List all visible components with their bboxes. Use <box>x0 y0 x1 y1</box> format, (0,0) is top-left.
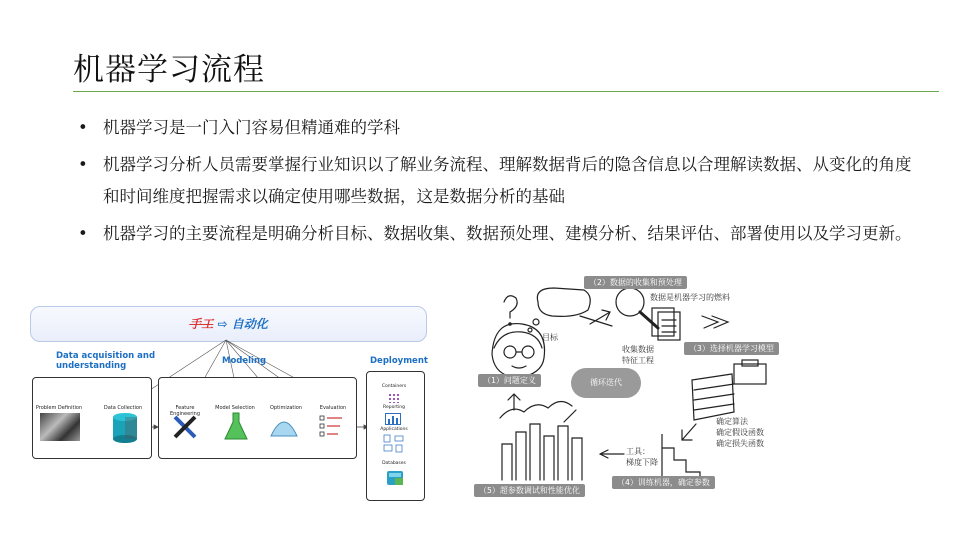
deploy-reporting: Reporting <box>383 405 405 410</box>
note-data-fuel: 数据是机器学习的燃料 <box>650 293 730 302</box>
bullet-item <box>78 112 918 144</box>
page-title: 机器学习流程 <box>73 52 265 88</box>
banner-auto: 自动化 <box>231 317 268 331</box>
title-rule <box>73 91 939 92</box>
step5-tag: （5）超参数调试和性能优化 <box>474 484 585 497</box>
bullet-text: 机器学习是一门入门容易但精通难的学科 <box>103 118 400 137</box>
banner-manual: 手工 <box>189 317 214 331</box>
note-gd: 梯度下降 <box>626 458 658 467</box>
arrow-icon: ⇨ <box>217 317 228 331</box>
deploy-containers: Containers <box>381 384 407 389</box>
tools-icon <box>172 414 198 440</box>
note-feature: 特征工程 <box>622 356 654 365</box>
checklist-icon <box>318 413 346 443</box>
deploy-applications: Applications <box>380 427 408 432</box>
bullet-text: 机器学习分析人员需要掌握行业知识以了解业务流程、理解数据背后的隐含信息以合理解读数据、从变化的角度和时间维度把握需求以确定使用哪些数据，这是数据分析的基础 <box>103 155 912 206</box>
containers-icon <box>388 393 400 403</box>
flask-icon <box>224 412 248 440</box>
bullet-text: 机器学习的主要流程是明确分析目标、数据收集、数据预处理、建模分析、结果评估、部署使用以及学习更新。 <box>103 224 912 243</box>
bullet-dot: • <box>78 155 88 174</box>
section-deployment: Deployment <box>370 356 428 366</box>
note-collect: 收集数据 <box>622 345 654 354</box>
step-model-selection: Model Selection <box>215 405 255 411</box>
note-hypo: 确定假设函数 <box>716 428 764 437</box>
database-cluster-icon <box>385 469 405 487</box>
chart-icon <box>385 413 401 425</box>
workflow-diagram <box>26 301 430 502</box>
step2-tag: （2）数据的收集和预处理 <box>584 276 687 289</box>
note-loss: 确定损失函数 <box>716 439 764 448</box>
step-evaluation: Evaluation <box>319 405 347 411</box>
step-problem-definition: Problem Definition <box>35 405 83 411</box>
section-modeling: Modeling <box>222 356 267 366</box>
bullet-list <box>78 112 918 255</box>
iteration-cloud: 循环迭代 <box>571 368 641 398</box>
note-tool: 工具： <box>626 447 650 456</box>
step-optimization: Optimization <box>270 405 302 411</box>
bullet-dot: • <box>78 118 88 137</box>
step3-tag: （3）选择机器学习模型 <box>684 342 779 355</box>
problem-photo-icon <box>40 413 80 441</box>
section-data-acquisition: Data acquisition and understanding <box>56 351 156 371</box>
step-feature-engineering: Feature Engineering <box>170 405 200 417</box>
dome-icon <box>269 414 299 438</box>
database-icon <box>112 412 138 444</box>
bullet-item <box>78 218 918 250</box>
note-algo: 确定算法 <box>716 417 748 426</box>
deploy-databases: Databases <box>382 461 406 466</box>
step1-tag: （1）问题定义 <box>478 374 541 387</box>
bullet-item <box>78 149 918 213</box>
step4-tag: （4）训练机器，确定参数 <box>612 476 715 489</box>
app-devices-icon <box>383 434 405 454</box>
ml-process-sketch <box>472 272 802 504</box>
bullet-dot: • <box>78 224 88 243</box>
step-data-collection: Data Collection <box>103 405 143 411</box>
note-goal: 目标 <box>542 333 558 342</box>
